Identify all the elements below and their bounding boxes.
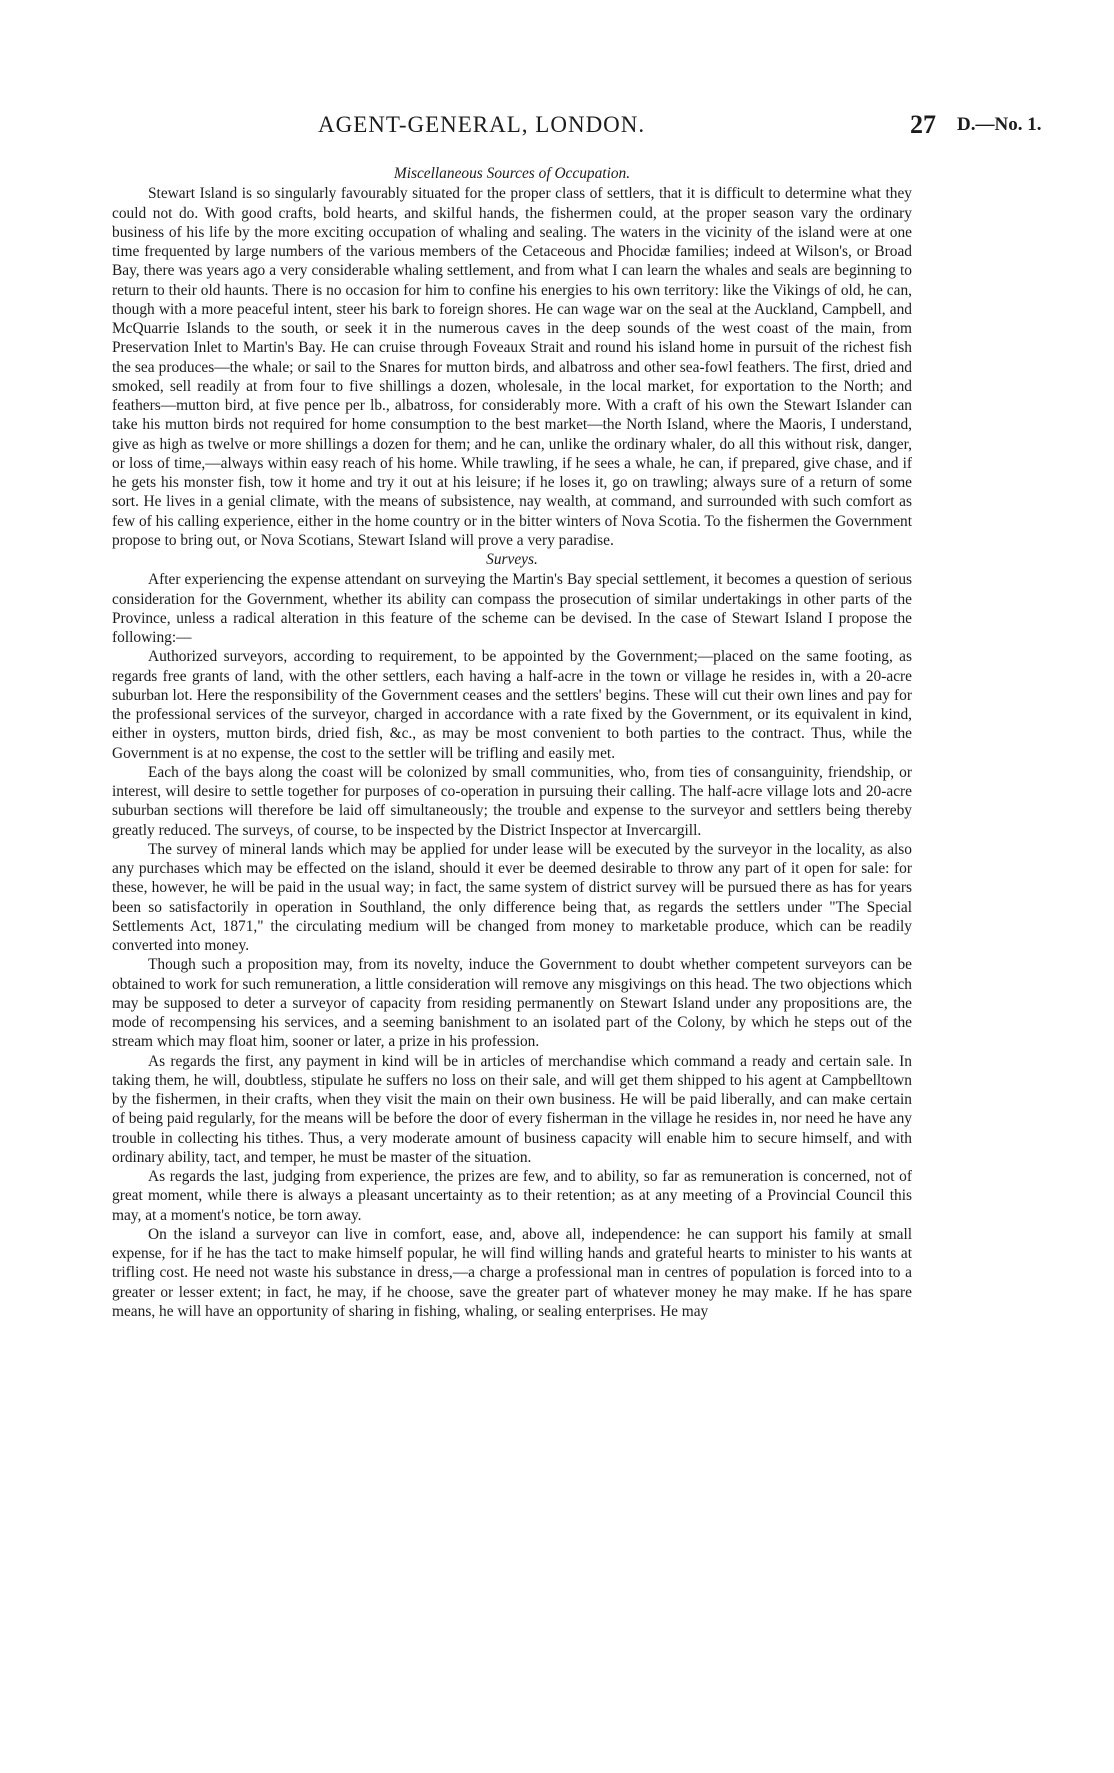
page-number: 27	[910, 110, 936, 139]
document-body	[112, 164, 912, 1321]
paragraph-surveys-8: On the island a surveyor can live in comfort, ease, and, above all, independence: he can support his family at small expense, for if he has the tact to make himself popular, he will find willing hands and grateful hearts to minister to his wants at trifling cost. He need not waste his substance in dress,—a charge a professional man in centres of population is forced into to a greater or lesser extent; in fact, he may, if he choose, save the greater part of whatever money he may make. If he has spare means, he will have an opportunity of sharing in fishing, whaling, or sealing enterprises. He may	[112, 1225, 912, 1320]
document-reference: D.—No. 1.	[957, 114, 1042, 135]
page-header	[0, 112, 1114, 152]
paragraph-stewart-island: Stewart Island is so singularly favourably situated for the proper class of settlers, that it is difficult to determine what they could not do. With good crafts, bold hearts, and skilful hands, the fishermen could, at the proper season vary the ordinary business of his life by the more exciting occupation of whaling and sealing. The waters in the vicinity of the island were at one time frequented by large numbers of the various members of the Cetaceous and Phocidæ families; indeed at Wilson's, or Broad Bay, there was years ago a very considerable whaling settlement, and from what I can learn the whales and seals are beginning to return to their old haunts. There is no occasion for him to confine his energies to his own territory: like the Vikings of old, he can, though with a more peaceful intent, steer his bark to foreign shores. He can wage war on the seal at the Auckland, Campbell, and McQuarrie Islands to the south, or seek it in the numerous caves in the deep sounds of the west coast of the main, from Preservation Inlet to Martin's Bay. He can cruise through Foveaux Strait and round his island home in pursuit of the richest fish the sea produces—the whale; or sail to the Snares for mutton birds, and albatross and other sea-fowl feathers. The first, dried and smoked, sell readily at from four to five shillings a dozen, wholesale, in the local market, for exportation to the North; and feathers—mutton bird, at five pence per lb., albatross, for considerably more. With a craft of his own the Stewart Islander can take his mutton birds not required for home consumption to the best market—the North Island, where the Maoris, I understand, give as high as twelve or more shillings a dozen for them; and he can, unlike the ordinary whaler, do all this without risk, danger, or loss of time,—always within easy reach of his home. While trawling, if he sees a whale, he can, if prepared, give chase, and if he gets his monster fish, tow it home and try it out at his leisure; if he loses it, go on trawling; always sure of a return of some sort. He lives in a genial climate, with the means of subsistence, nay wealth, at command, and surrounded with such comfort as few of his calling experience, either in the home country or in the bitter winters of Nova Scotia. To the fishermen the Government propose to bring out, or Nova Scotians, Stewart Island will prove a very paradise.	[112, 185, 912, 549]
paragraph-surveys-2: Authorized surveyors, according to requirement, to be appointed by the Government;—placed on the same footing, as regards free grants of land, with the other settlers, each having a half-acre in the town or village he resides in, with a 20-acre suburban lot. Here the responsibility of the Government ceases and the settlers' begins. These will cut their own lines and pay for the professional services of the surveyor, charged in accordance with a rate fixed by the Government, or its equivalent in kind, either in oysters, mutton birds, dried fish, &c., as may be most convenient to both parties to the contract. Thus, while the Government is at no expense, the cost to the settler will be trifling and easily met.	[112, 648, 912, 762]
paragraph-surveys-6: As regards the first, any payment in kind will be in articles of merchandise which command a ready and certain sale. In taking them, he will, doubtless, stipulate he suffers no loss on their sale, and will get them shipped to his agent at Campbelltown by the fishermen, in their crafts, when they visit the main on their own business. He will be paid liberally, and can make certain of being paid regularly, for the means will be before the door of every fisherman in the village he resides in, nor need he have any trouble in collecting his tithes. Thus, a very moderate amount of business capacity will enable him to secure himself, and with ordinary ability, tact, and temper, he must be master of the situation.	[112, 1052, 912, 1166]
section-heading-miscellaneous: Miscellaneous Sources of Occupation.	[393, 165, 631, 182]
paragraph-surveys-3: Each of the bays along the coast will be colonized by small communities, who, from ties of consanguinity, friendship, or interest, will desire to settle together for purposes of co-operation in pursuing their calling. The half-acre village lots and 20-acre suburban sections will therefore be laid off simultaneously; the trouble and expense to the surveyor and settlers being thereby greatly reduced. The surveys, of course, to be inspected by the District Inspector at Invercargill.	[112, 763, 912, 839]
paragraph-surveys-5: Though such a proposition may, from its novelty, induce the Government to doubt whether competent surveyors can be obtained to work for such remuneration, a little consideration will remove any misgivings on this head. The two objections which may be supposed to deter a surveyor of capacity from residing permanently on Stewart Island under any propositions are, the mode of recompensing his services, and a seeming banishment to an isolated part of the Colony, by which he steps out of the stream which may float him, sooner or later, a prize in his profession.	[112, 956, 912, 1051]
paragraph-surveys-7: As regards the last, judging from experience, the prizes are few, and to ability, so far as remuneration is concerned, not of great moment, while there is always a pleasant uncertainty as to their retention; as at any meeting of a Provincial Council this may, at a moment's notice, be torn away.	[112, 1168, 912, 1224]
running-title: AGENT-GENERAL, LONDON.	[318, 112, 646, 137]
paragraph-surveys-1: After experiencing the expense attendant on surveying the Martin's Bay special settlement, it becomes a question of serious consideration for the Government, whether its ability can compass the prosecution of similar undertakings in other parts of the Province, unless a radical alteration in this feature of the scheme can be devised. In the case of Stewart Island I propose the following:—	[112, 571, 912, 646]
paragraph-surveys-4: The survey of mineral lands which may be applied for under lease will be executed by the surveyor in the locality, as also any purchases which may be effected on the island, should it ever be deemed desirable to throw any part of it open for sale: for these, however, he will be paid in the usual way; in fact, the same system of district survey will be pursued there as has for years been so satisfactorily in operation in Southland, the only difference being that, as regards the settlers under "The Special Settlements Act, 1871," the circulating medium will be changed from money to marketable produce, which can be readily converted into money.	[112, 840, 912, 954]
section-heading-surveys: Surveys.	[486, 551, 538, 568]
